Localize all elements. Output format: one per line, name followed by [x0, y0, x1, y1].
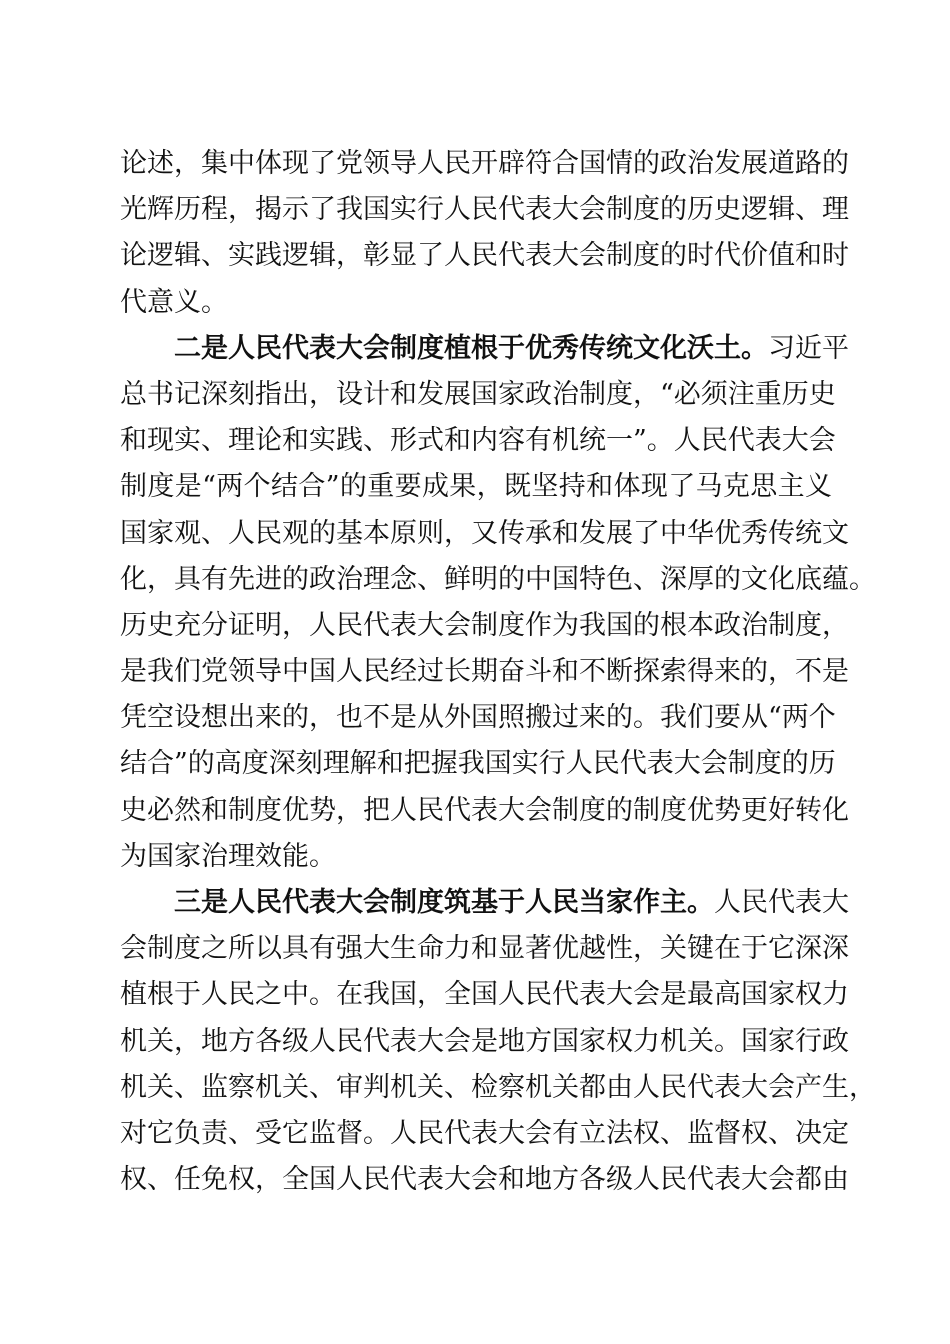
text-line: [120, 788, 849, 834]
text-line: [120, 695, 836, 741]
line-text: 机关、监察机关、审判机关、检察机关都由人民代表大会产生，: [120, 1071, 876, 1103]
text-line: [120, 418, 836, 464]
line-text: 总书记深刻指出，设计和发展国家政治制度，“必须注重历史: [120, 378, 836, 410]
line-text: 对它负责、受它监督。人民代表大会有立法权、监督权、决定: [120, 1117, 849, 1149]
line-text: 论述，集中体现了党领导人民开辟符合国情的政治发展道路的: [120, 148, 849, 179]
text-line: [120, 511, 849, 557]
text-line: [120, 834, 832, 880]
text-line: [120, 1019, 849, 1065]
text-line: [120, 372, 836, 418]
line-text: 习近平: [768, 332, 849, 364]
text-line: [120, 187, 849, 233]
text-line: [120, 649, 849, 695]
text-line: [120, 1065, 876, 1111]
text-line: [120, 972, 849, 1018]
text-line: [120, 141, 849, 187]
text-line: [120, 926, 849, 972]
line-text: 植根于人民之中。在我国，全国人民代表大会是最高国家权力: [120, 979, 849, 1011]
line-text: 和现实、理论和实践、形式和内容有机统一”。人民代表大会: [120, 425, 836, 457]
text-line: [120, 1157, 849, 1203]
text-line: [120, 603, 849, 649]
line-text: 历史充分证明，人民代表大会制度作为我国的根本政治制度，: [120, 609, 849, 641]
line-text: 代意义。: [120, 286, 228, 318]
line-text: 权、任免权，全国人民代表大会和地方各级人民代表大会都由: [120, 1164, 849, 1196]
text-line: [120, 880, 849, 926]
text-line: [120, 233, 849, 279]
line-text: 制度是“两个结合”的重要成果，既坚持和体现了马克思主义: [120, 471, 832, 503]
section-heading: 三是人民代表大会制度筑基于人民当家作主。: [174, 887, 714, 918]
line-text: 化，具有先进的政治理念、鲜明的中国特色、深厚的文化底蕴。: [120, 563, 876, 595]
line-text: 人民代表大: [714, 887, 849, 918]
line-text: 论逻辑、实践逻辑，彰显了人民代表大会制度的时代价值和时: [120, 240, 849, 272]
line-text: 光辉历程，揭示了我国实行人民代表大会制度的历史逻辑、理: [120, 194, 849, 226]
line-text: 国家观、人民观的基本原则，又传承和发展了中华优秀传统文: [120, 517, 849, 549]
text-line: [120, 741, 836, 787]
line-text: 为国家治理效能。: [120, 840, 336, 872]
paragraph: [120, 141, 849, 326]
text-line: [120, 1111, 849, 1157]
text-line: [120, 464, 832, 510]
line-text: 凭空设想出来的，也不是从外国照搬过来的。我们要从“两个: [120, 702, 836, 734]
text-line: [120, 280, 832, 326]
paragraph: [120, 880, 876, 1203]
line-text: 史必然和制度优势，把人民代表大会制度的制度优势更好转化: [120, 794, 849, 826]
text-line: [120, 326, 849, 372]
document-body: [120, 141, 876, 1203]
text-line: [120, 557, 876, 603]
section-heading: 二是人民代表大会制度植根于优秀传统文化沃土。: [174, 332, 768, 364]
line-text: 结合”的高度深刻理解和把握我国实行人民代表大会制度的历: [120, 748, 836, 780]
paragraph: [120, 326, 876, 880]
line-text: 机关，地方各级人民代表大会是地方国家权力机关。国家行政: [120, 1025, 849, 1057]
line-text: 会制度之所以具有强大生命力和显著优越性，关键在于它深深: [120, 933, 849, 965]
line-text: 是我们党领导中国人民经过长期奋斗和不断探索得来的，不是: [120, 656, 849, 688]
